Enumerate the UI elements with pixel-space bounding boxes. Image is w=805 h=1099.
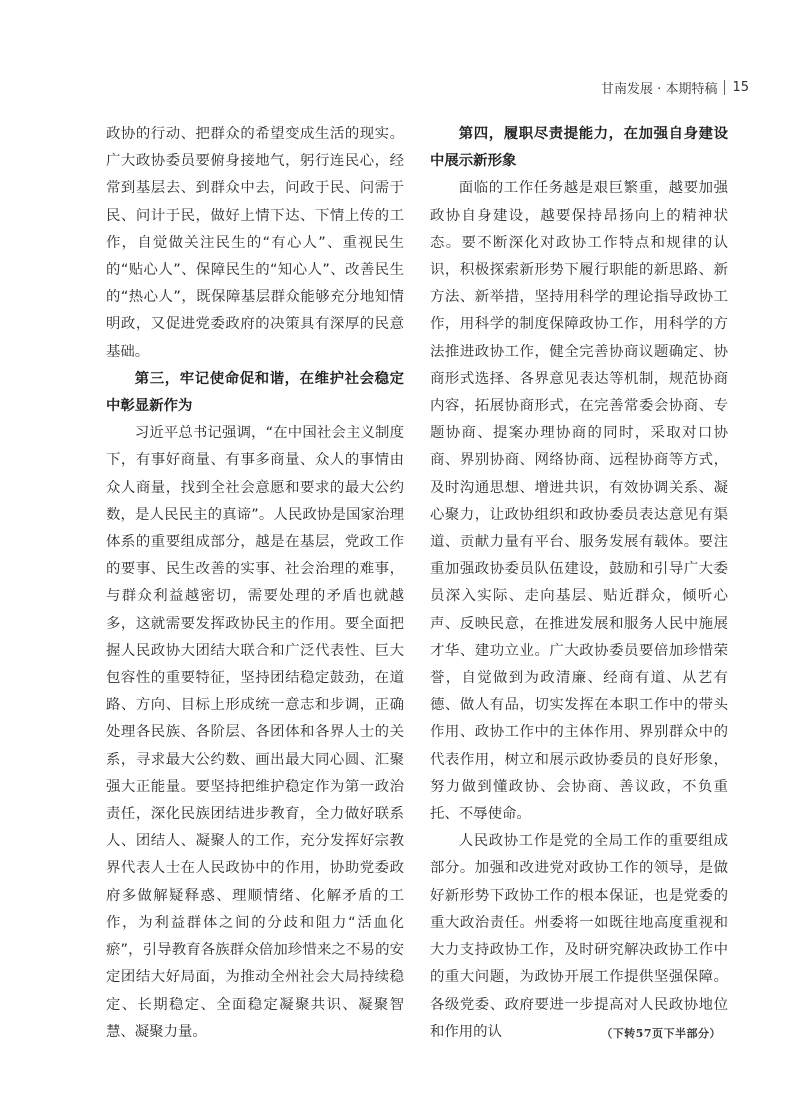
continued-note: （下转57页下半部分） — [601, 1027, 721, 1040]
body-paragraph: 面临的工作任务越是艰巨繁重，越要加强政协自身建设，越要保持昂扬向上的精神状态。要不断深化对政协工作特点和规律的认识，积极探索新形势下履行职能的新思路、新方法、新举措，坚持用科学的理论指导政协工作，用科学的制度保障政协工作，用科学的方法推进政协工作，健全完善协商议题确定、协商形式选择、各界意见表达等机制，规范协商内容，拓展协商形式，在完善常委会协商、专题协商、提案办理协商的同时，采取对口协商、界别协商、网络协商、远程协商等方式，及时沟通思想、增进共识，有效协调关系、凝心聚力，让政协组织和政协委员表达意见有渠道、贡献力量有平台、服务发展有载体。要注重加强政协委员队伍建设，鼓励和引导广大委员深入实际、走向基层、贴近群众，倾听心声、反映民意，在推进发展和服务人民中施展才华、建功立业。广大政协委员要倍加珍惜荣誉，自觉做到为政清廉、经商有道、从艺有德、做人有品，切实发挥在本职工作中的带头作用、政协工作中的主体作用、界别群众中的代表作用，树立和展示政协委员的良好形象，努力做到懂政协、会协商、善议政，不负重托、不辱使命。 — [430, 180, 728, 823]
section-heading-4: 第四，履职尽责提能力，在加强自身建设中展示新形象 — [430, 126, 728, 170]
header-divider — [724, 80, 725, 95]
left-column — [106, 121, 404, 1046]
page-number: 15 — [732, 80, 749, 95]
running-header — [601, 78, 749, 97]
section-heading-3: 第三，牢记使命促和谐，在维护社会稳定中彰显新作为 — [106, 370, 404, 415]
section-title: 甘南发展 · 本期特稿 — [601, 82, 718, 97]
body-paragraph: 习近平总书记强调，“在中国社会主义制度下，有事好商量、有事多商量、众人的事情由众人商量，找到全社会意愿和要求的最大公约数，是人民民主的真谛”。人民政协是国家治理体系的重要组成部分，越是在基层，党政工作的要事、民生改善的实事、社会治理的难事，与群众利益越密切，需要处理的矛盾也就越多，这就需要发挥政协民主的作用。要全面把握人民政协大团结大联合和广泛代表性、巨大包容性的重要特征，坚持团结稳定鼓劲，在道路、方向、目标上形成统一意志和步调，正确处理各民族、各阶层、各团体和各界人士的关系，寻求最大公约数、画出最大同心圆、汇聚强大正能量。要坚持把维护稳定作为第一政治责任，深化民族团结进步教育，全力做好联系人、团结人、凝聚人的工作，充分发挥好宗教界代表人士在人民政协中的作用，协助党委政府多做解疑释惑、理顺情绪、化解矛盾的工作，为利益群体之间的分歧和阻力“活血化瘀”，引导教育各族群众倍加珍惜来之不易的安定团结大好局面，为推动全州社会大局持续稳定、长期稳定、全面稳定凝聚共识、凝聚智慧、凝聚力量。 — [106, 425, 404, 1040]
body-paragraph: 人民政协工作是党的全局工作的重要组成部分。加强和改进党对政协工作的领导，是做好新形势下政协工作的根本保证，也是党委的重大政治责任。州委将一如既往地高度重视和大力支持政协工作，及时研究解决政协工作中的重大问题，为政协开展工作提供坚强保障。各级党委、政府要进一步提高对人民政协地位和作用的认 — [430, 833, 728, 1040]
body-paragraph: 政协的行动、把群众的希望变成生活的现实。广大政协委员要俯身接地气，躬行连民心，经常到基层去、到群众中去，问政于民、问需于民、问计于民，做好上情下达、下情上传的工作，自觉做关注民生的“有心人”、重视民生的“贴心人”、保障民生的“知心人”、改善民生的“热心人”，既保障基层群众能够充分地知情明政，又促进党委政府的决策具有深厚的民意基础。 — [106, 126, 404, 360]
right-column — [430, 121, 728, 1046]
